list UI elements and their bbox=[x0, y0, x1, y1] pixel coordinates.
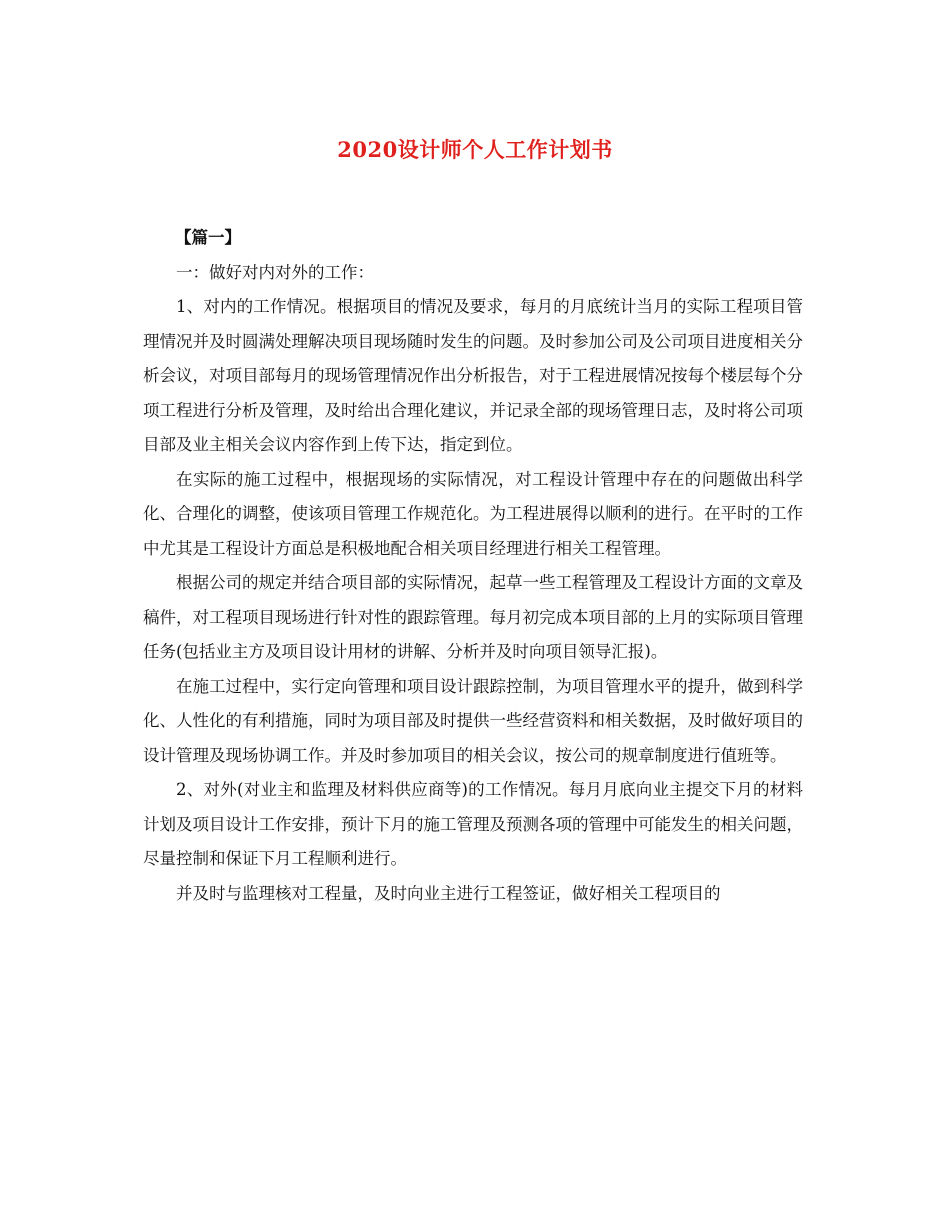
paragraph: 2、对外(对业主和监理及材料供应商等)的工作情况。每月月底向业主提交下月的材料计划及项目设计工作安排，预计下月的施工管理及预测各项的管理中可能发生的相关问题，尽量控制和保证下月工程顺利进行。 bbox=[143, 780, 803, 868]
paragraph-heading: 一：做好对内对外的工作： bbox=[176, 262, 374, 282]
section-label: 【篇一】 bbox=[175, 228, 241, 247]
document-title: 2020设计师个人工作计划书 bbox=[337, 137, 613, 162]
paragraph: 根据公司的规定并结合项目部的实际情况，起草一些工程管理及工程设计方面的文章及稿件，对工程项目现场进行针对性的跟踪管理。每月初完成本项目部的上月的实际项目管理任务(包括业主方及项目设计用材的讲解、分析并及时向项目领导汇报)。 bbox=[143, 573, 803, 661]
document-body bbox=[143, 221, 803, 911]
paragraph: 在施工过程中，实行定向管理和项目设计跟踪控制，为项目管理水平的提升，做到科学化、人性化的有利措施，同时为项目部及时提供一些经营资料和相关数据，及时做好项目的设计管理及现场协调工作。并及时参加项目的相关会议，按公司的规章制度进行值班等。 bbox=[143, 676, 803, 765]
paragraph: 并及时与监理核对工程量，及时向业主进行工程签证，做好相关工程项目的 bbox=[176, 883, 721, 903]
paragraph: 1、对内的工作情况。根据项目的情况及要求，每月的月底统计当月的实际工程项目管理情况并及时圆满处理解决项目现场随时发生的问题。及时参加公司及公司项目进度相关分析会议，对项目部每月的现场管理情况作出分析报告，对于工程进展情况按每个楼层每个分项工程进行分析及管理，及时给出合理化建议，并记录全部的现场管理日志，及时将公司项目部及业主相关会议内容作到上传下达，指定到位。 bbox=[143, 297, 803, 454]
paragraph: 在实际的施工过程中，根据现场的实际情况，对工程设计管理中存在的问题做出科学化、合理化的调整，使该项目管理工作规范化。为工程进展得以顺利的进行。在平时的工作中尤其是工程设计方面总是积极地配合相关项目经理进行相关工程管理。 bbox=[143, 469, 803, 558]
